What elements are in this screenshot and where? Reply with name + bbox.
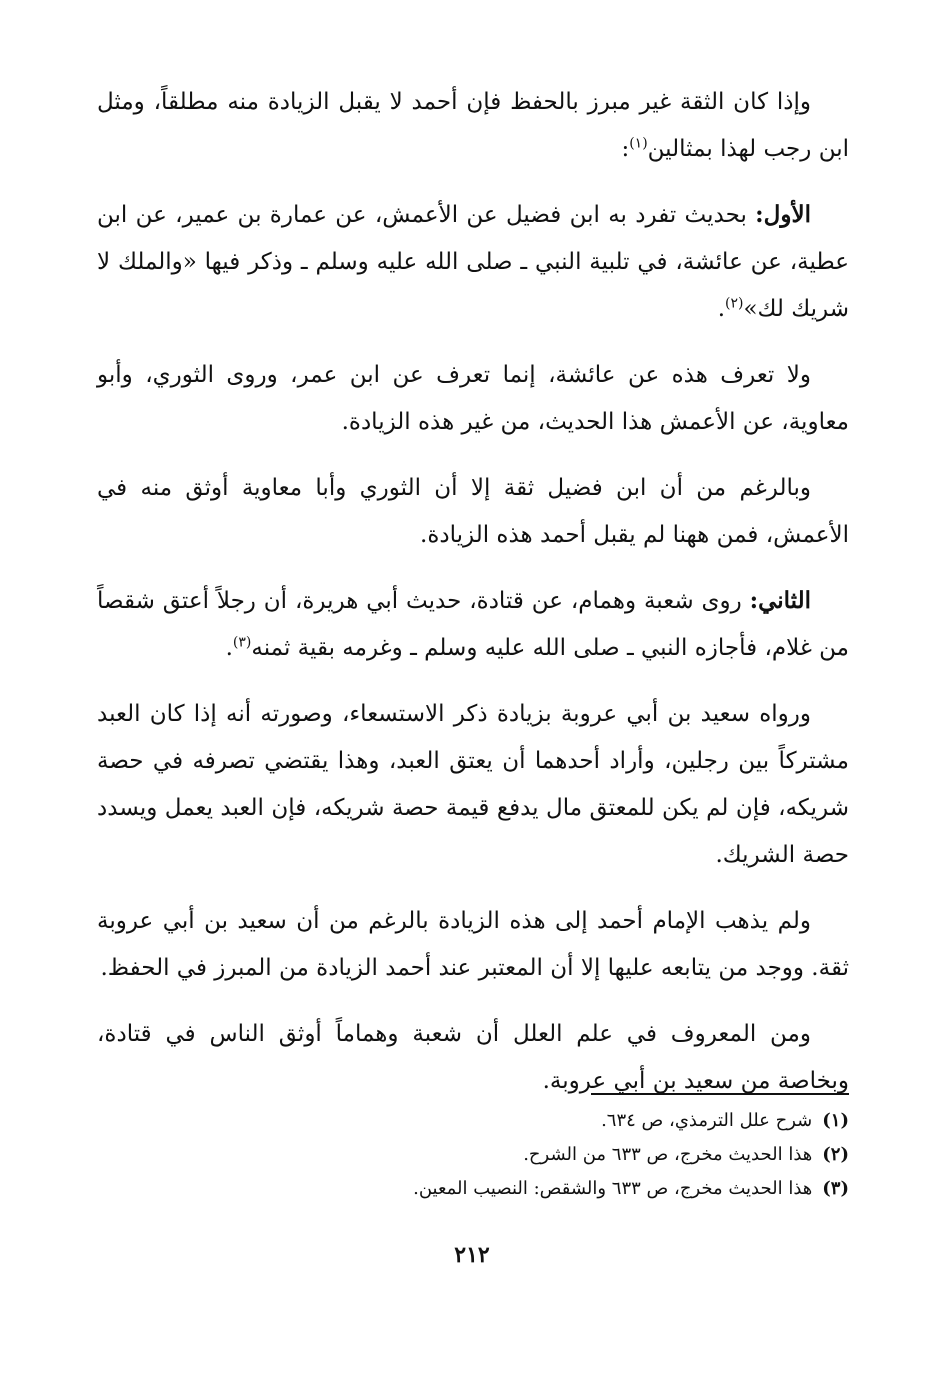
footnote-text: شرح علل الترمذي، ص ٦٣٤. (601, 1110, 813, 1131)
paragraph-text: بحديث تفرد به ابن فضيل عن الأعمش، عن عمارة بن عمير، عن ابن عطية، عن عائشة، في تلبية النبي ـ صلى الله عليه وسلم ـ وذكر فيها «والملك لا شريك لك» (97, 202, 849, 322)
footnote-ref: (١) (629, 135, 648, 152)
paragraph-lead: الأول: (755, 201, 811, 228)
body-text (97, 78, 849, 1123)
footnote-number: (٢) (822, 1144, 849, 1165)
paragraph-2 (97, 191, 849, 333)
paragraph-text: وإذا كان الثقة غير مبرز بالحفظ فإن أحمد لا يقبل الزيادة منه مطلقاً، ومثل ابن رجب لهذا بمثالين (97, 89, 849, 162)
paragraph-7 (97, 897, 849, 992)
footnote-number: (١) (822, 1110, 849, 1131)
paragraph-tail: . (717, 296, 725, 322)
paragraph-5 (97, 577, 849, 672)
footnote-number: (٣) (822, 1178, 849, 1199)
footnote-text: هذا الحديث مخرج، ص ٦٣٣ والشقص: النصيب المعين. (413, 1178, 813, 1199)
paragraph-text: ولم يذهب الإمام أحمد إلى هذه الزيادة بالرغم من أن سعيد بن أبي عروبة ثقة. ووجد من يتابعه عليها إلا أن المعتبر عند أحمد الزيادة من المبرز في الحفظ. (97, 908, 849, 981)
paragraph-8 (97, 1010, 849, 1105)
paragraph-text: ومن المعروف في علم العلل أن شعبة وهماماً أوثق الناس في قتادة، وبخاصة من سعيد بن أبي عروبة. (97, 1021, 849, 1094)
paragraph-4 (97, 464, 849, 559)
footnote-3 (97, 1172, 849, 1206)
paragraph-1 (97, 78, 849, 173)
paragraph-tail: : (621, 136, 630, 162)
footnote-ref: (٣) (232, 634, 252, 651)
paragraph-6 (97, 690, 849, 879)
footnote-ref: (٢) (725, 295, 744, 312)
footnote-2 (97, 1138, 849, 1172)
paragraph-text: وبالرغم من أن ابن فضيل ثقة إلا أن الثوري وأبا معاوية أوثق منه في الأعمش، فمن ههنا لم يقبل أحمد هذه الزيادة. (97, 475, 849, 548)
page-number: ٢١٢ (454, 1242, 490, 1268)
paragraph-text: روى شعبة وهمام، عن قتادة، حديث أبي هريرة، أن رجلاً أعتق شقصاً من غلام، فأجازه النبي ـ صلى الله عليه وسلم ـ وغرمه بقية ثمنه (97, 588, 849, 661)
paragraph-text: ورواه سعيد بن أبي عروبة بزيادة ذكر الاستسعاء، وصورته أنه إذا كان العبد مشتركاً بين رجلين، وأراد أحدهما أن يعتق العبد، وهذا يقتضي تصرفه في حصة شريكه، فإن لم يكن للمعتق مال يدفع قيمة حصة شريكه، فإن العبد يعمل ويسدد حصة الشريك. (97, 701, 849, 868)
paragraph-tail: . (225, 635, 233, 661)
paragraph-3 (97, 351, 849, 446)
paragraph-lead: الثاني: (749, 587, 811, 614)
footnote-1 (97, 1104, 849, 1138)
footnotes (97, 1104, 849, 1206)
paragraph-text: ولا تعرف هذه عن عائشة، إنما تعرف عن ابن عمر، وروى الثوري، وأبو معاوية، عن الأعمش هذا الحديث، من غير هذه الزيادة. (97, 362, 849, 435)
footnote-text: هذا الحديث مخرج، ص ٦٣٣ من الشرح. (523, 1144, 813, 1165)
footnote-separator (591, 1093, 849, 1095)
